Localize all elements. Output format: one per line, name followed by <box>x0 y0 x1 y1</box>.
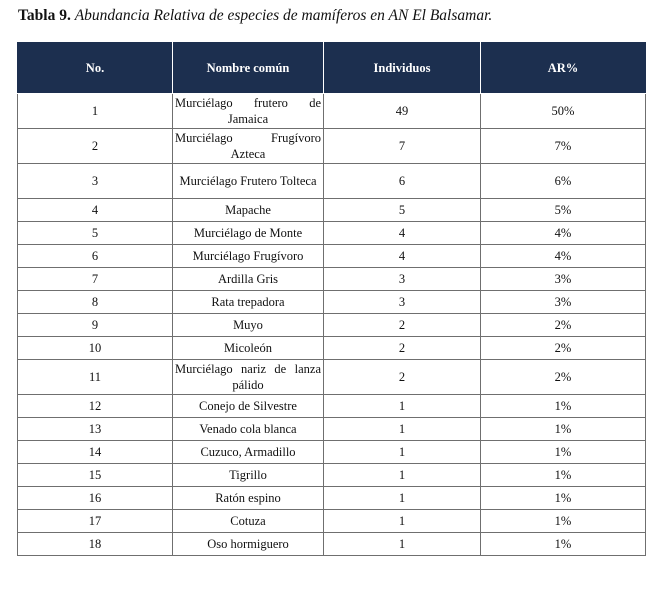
cell-individuos: 2 <box>324 314 481 337</box>
table-row <box>18 418 646 441</box>
header-individuos: Individuos <box>324 43 481 94</box>
table-row <box>18 245 646 268</box>
cell-ar: 1% <box>481 510 646 533</box>
cell-name: Mapache <box>173 199 324 222</box>
table-row <box>18 464 646 487</box>
cell-no: 11 <box>18 360 173 395</box>
cell-name: Murciélago Frutero Tolteca <box>173 164 324 199</box>
cell-no: 2 <box>18 129 173 164</box>
table-row <box>18 94 646 129</box>
cell-individuos: 2 <box>324 337 481 360</box>
table-row <box>18 164 646 199</box>
cell-individuos: 4 <box>324 222 481 245</box>
cell-no: 16 <box>18 487 173 510</box>
cell-name: Cuzuco, Armadillo <box>173 441 324 464</box>
cell-no: 12 <box>18 395 173 418</box>
cell-ar: 2% <box>481 314 646 337</box>
cell-name: Murciélago Frugívoro Azteca <box>173 129 324 164</box>
cell-ar: 1% <box>481 441 646 464</box>
cell-ar: 1% <box>481 533 646 556</box>
header-ar: AR% <box>481 43 646 94</box>
cell-individuos: 4 <box>324 245 481 268</box>
cell-no: 1 <box>18 94 173 129</box>
cell-individuos: 3 <box>324 268 481 291</box>
cell-no: 8 <box>18 291 173 314</box>
cell-no: 5 <box>18 222 173 245</box>
cell-ar: 3% <box>481 268 646 291</box>
cell-no: 17 <box>18 510 173 533</box>
table-row <box>18 199 646 222</box>
cell-no: 15 <box>18 464 173 487</box>
cell-name: Tigrillo <box>173 464 324 487</box>
cell-name: Ardilla Gris <box>173 268 324 291</box>
header-nombre-comun: Nombre común <box>173 43 324 94</box>
cell-ar: 50% <box>481 94 646 129</box>
cell-no: 3 <box>18 164 173 199</box>
cell-ar: 7% <box>481 129 646 164</box>
cell-individuos: 1 <box>324 533 481 556</box>
cell-individuos: 1 <box>324 441 481 464</box>
cell-ar: 1% <box>481 418 646 441</box>
cell-ar: 4% <box>481 245 646 268</box>
cell-ar: 6% <box>481 164 646 199</box>
cell-individuos: 1 <box>324 464 481 487</box>
table-row <box>18 360 646 395</box>
cell-name: Murciélago de Monte <box>173 222 324 245</box>
cell-individuos: 7 <box>324 129 481 164</box>
cell-individuos: 5 <box>324 199 481 222</box>
cell-ar: 2% <box>481 360 646 395</box>
table-row <box>18 395 646 418</box>
cell-name: Ratón espino <box>173 487 324 510</box>
cell-individuos: 3 <box>324 291 481 314</box>
caption-label: Tabla 9. <box>18 7 71 24</box>
table-row <box>18 487 646 510</box>
cell-no: 7 <box>18 268 173 291</box>
table-row <box>18 533 646 556</box>
cell-no: 13 <box>18 418 173 441</box>
cell-ar: 1% <box>481 395 646 418</box>
cell-name: Murciélago Frugívoro <box>173 245 324 268</box>
table-row <box>18 337 646 360</box>
cell-name: Oso hormiguero <box>173 533 324 556</box>
table-row <box>18 441 646 464</box>
cell-no: 9 <box>18 314 173 337</box>
cell-name: Venado cola blanca <box>173 418 324 441</box>
cell-name: Micoleón <box>173 337 324 360</box>
cell-ar: 1% <box>481 487 646 510</box>
cell-no: 10 <box>18 337 173 360</box>
cell-individuos: 49 <box>324 94 481 129</box>
table-row <box>18 129 646 164</box>
table-row <box>18 291 646 314</box>
header-row <box>18 43 646 94</box>
cell-name: Cotuza <box>173 510 324 533</box>
table-row <box>18 222 646 245</box>
cell-ar: 5% <box>481 199 646 222</box>
cell-ar: 4% <box>481 222 646 245</box>
table-row <box>18 314 646 337</box>
cell-ar: 3% <box>481 291 646 314</box>
cell-ar: 2% <box>481 337 646 360</box>
cell-no: 6 <box>18 245 173 268</box>
table-row <box>18 510 646 533</box>
cell-individuos: 1 <box>324 487 481 510</box>
cell-name: Murciélago frutero de Jamaica <box>173 94 324 129</box>
cell-ar: 1% <box>481 464 646 487</box>
cell-name: Murciélago nariz de lanza pálido <box>173 360 324 395</box>
cell-individuos: 1 <box>324 510 481 533</box>
cell-individuos: 2 <box>324 360 481 395</box>
header-no: No. <box>18 43 173 94</box>
cell-no: 4 <box>18 199 173 222</box>
cell-name: Conejo de Silvestre <box>173 395 324 418</box>
cell-individuos: 1 <box>324 395 481 418</box>
cell-no: 18 <box>18 533 173 556</box>
cell-name: Muyo <box>173 314 324 337</box>
species-abundance-table <box>17 42 646 556</box>
cell-individuos: 1 <box>324 418 481 441</box>
cell-no: 14 <box>18 441 173 464</box>
table-row <box>18 268 646 291</box>
cell-individuos: 6 <box>324 164 481 199</box>
caption-text: Abundancia Relativa de especies de mamíferos en AN El Balsamar. <box>74 7 493 24</box>
cell-name: Rata trepadora <box>173 291 324 314</box>
table-caption <box>18 6 492 26</box>
